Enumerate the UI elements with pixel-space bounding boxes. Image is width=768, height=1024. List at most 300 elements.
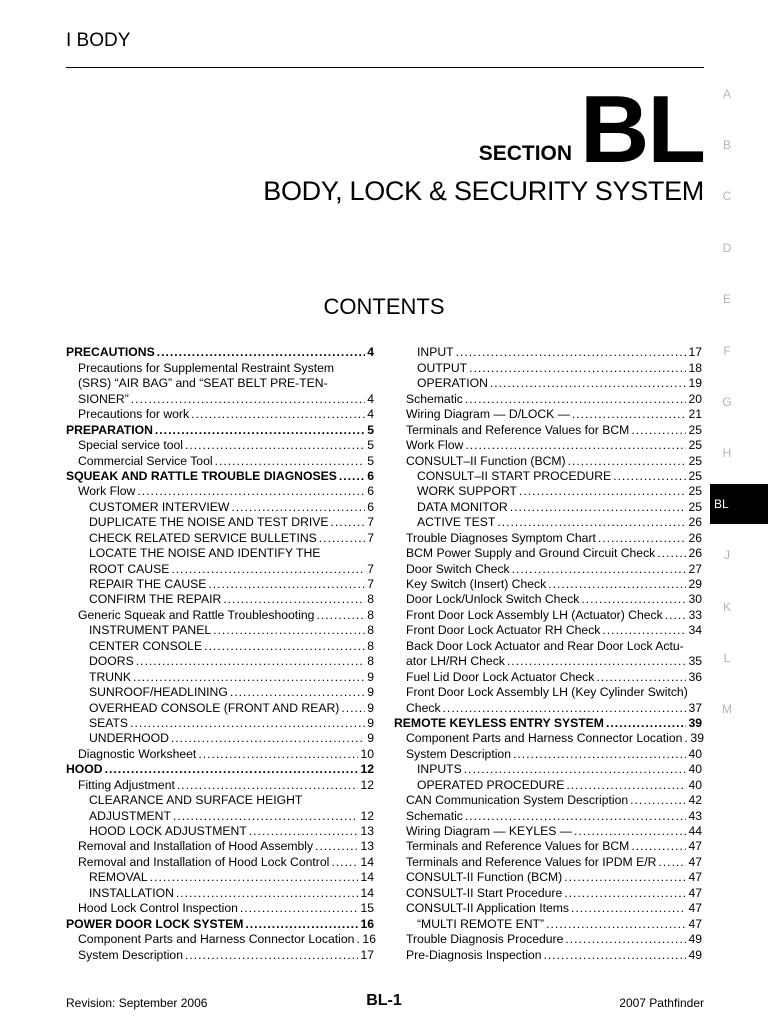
- toc-entry[interactable]: [66, 900, 374, 915]
- toc-entry-page: 16: [362, 932, 376, 947]
- toc-entry-title: Removal and Installation of Hood Lock Control: [78, 854, 330, 869]
- toc-entry[interactable]: [66, 576, 374, 591]
- toc-entry-page: 7: [367, 577, 374, 591]
- toc-entry[interactable]: [66, 915, 374, 930]
- toc-entry-title: Terminals and Reference Values for BCM: [406, 839, 630, 854]
- toc-entry[interactable]: [66, 468, 374, 483]
- toc-entry[interactable]: [66, 452, 374, 467]
- side-index-letter[interactable]: C: [722, 189, 732, 203]
- toc-entry[interactable]: [66, 869, 374, 884]
- toc-entry[interactable]: [66, 946, 374, 961]
- toc-entry-title: SUNROOF/HEADLINING: [89, 685, 228, 700]
- toc-leader-dots: [465, 809, 687, 823]
- toc-entry[interactable]: [394, 545, 702, 560]
- toc-leader-dots: [136, 654, 366, 668]
- toc-entry[interactable]: [66, 545, 374, 560]
- toc-entry-page: 8: [367, 607, 374, 622]
- toc-entry[interactable]: [66, 853, 374, 868]
- toc-entry[interactable]: [394, 560, 702, 575]
- toc-entry[interactable]: [394, 421, 702, 436]
- toc-leader-dots: [173, 809, 359, 823]
- toc-entry[interactable]: [394, 591, 702, 606]
- toc-entry[interactable]: [66, 761, 374, 776]
- toc-entry-page: 26: [688, 515, 702, 530]
- toc-entry[interactable]: [394, 437, 702, 452]
- toc-entry-title: INPUT: [417, 345, 454, 360]
- toc-entry-title: POWER DOOR LOCK SYSTEM: [66, 916, 244, 931]
- toc-leader-dots: [665, 608, 687, 622]
- toc-entry-page: 36: [688, 669, 702, 684]
- toc-leader-dots: [185, 438, 365, 452]
- toc-leader-dots: [630, 793, 686, 807]
- toc-entry[interactable]: [66, 684, 374, 699]
- toc-entry-title: CONSULT-II Function (BCM): [406, 870, 563, 885]
- toc-entry-page: 25: [688, 422, 702, 437]
- toc-entry[interactable]: [394, 761, 702, 776]
- toc-entry-page: 9: [367, 685, 374, 700]
- side-index-letter[interactable]: M: [722, 702, 732, 716]
- toc-entry-page: 4: [367, 407, 374, 422]
- toc-leader-dots: [631, 839, 686, 853]
- toc-entry-page: 6: [367, 484, 374, 499]
- toc-entry-page: 5: [367, 438, 374, 453]
- toc-leader-dots: [133, 670, 365, 684]
- toc-entry[interactable]: [394, 792, 702, 807]
- toc-entry-title: TRUNK: [89, 669, 131, 684]
- toc-leader-dots: [208, 577, 365, 591]
- toc-entry[interactable]: [66, 699, 374, 714]
- toc-leader-dots: [602, 623, 686, 637]
- toc-entry[interactable]: [66, 745, 374, 760]
- side-index-letter[interactable]: L: [723, 651, 731, 665]
- toc-entry[interactable]: [394, 483, 702, 498]
- toc-entry-title: OPERATED PROCEDURE: [417, 777, 565, 792]
- toc-entry[interactable]: [394, 637, 702, 652]
- toc-leader-dots: [572, 407, 687, 421]
- toc-entry-title: ADJUSTMENT: [89, 808, 171, 823]
- toc-entry-page: 47: [688, 901, 702, 916]
- toc-leader-dots: [157, 345, 366, 359]
- toc-entry-title: Component Parts and Harness Connector Location: [406, 731, 683, 746]
- toc-entry-page: 47: [688, 885, 702, 900]
- side-index-letter[interactable]: H: [722, 446, 732, 460]
- toc-entry-title: Trouble Diagnoses Symptom Chart: [406, 530, 596, 545]
- toc-entry-page: 40: [688, 746, 702, 761]
- toc-entry-title: Check: [406, 700, 441, 715]
- toc-entry-page: 40: [688, 762, 702, 777]
- side-index-letter[interactable]: D: [722, 241, 732, 255]
- toc-entry[interactable]: [66, 606, 374, 621]
- toc-entry[interactable]: [394, 684, 702, 699]
- toc-leader-dots: [507, 654, 687, 668]
- toc-entry-title: Back Door Lock Actuator and Rear Door Lock Actu-: [406, 638, 684, 653]
- toc-entry-page: 25: [688, 468, 702, 483]
- toc-entry-title: Component Parts and Harness Connector Location: [78, 932, 355, 947]
- toc-leader-dots: [331, 855, 358, 869]
- toc-leader-dots: [171, 731, 365, 745]
- toc-entry-page: 27: [688, 561, 702, 576]
- toc-leader-dots: [315, 839, 358, 853]
- toc-entry[interactable]: [66, 437, 374, 452]
- toc-leader-dots: [443, 701, 687, 715]
- toc-entry[interactable]: [66, 838, 374, 853]
- toc-entry-page: 25: [688, 499, 702, 514]
- toc-entry-title: System Description: [78, 947, 183, 962]
- toc-entry-title: Work Flow: [78, 484, 136, 499]
- footer-revision: Revision: September 2006: [66, 996, 208, 1010]
- toc-entry-title: Terminals and Reference Values for IPDM E/R: [406, 854, 657, 869]
- toc-leader-dots: [546, 917, 686, 931]
- toc-entry[interactable]: [66, 483, 374, 498]
- toc-entry[interactable]: [394, 745, 702, 760]
- toc-entry[interactable]: [394, 606, 702, 621]
- toc-entry[interactable]: [394, 884, 702, 899]
- toc-leader-dots: [566, 778, 686, 792]
- toc-entry[interactable]: [66, 884, 374, 899]
- toc-entry-page: 26: [688, 530, 702, 545]
- toc-entry[interactable]: [66, 792, 374, 807]
- toc-entry-title: (SRS) “AIR BAG” and “SEAT BELT PRE-TEN-: [78, 376, 328, 391]
- toc-entry-page: 12: [360, 777, 374, 792]
- toc-left-column: [66, 344, 374, 962]
- toc-entry[interactable]: [394, 946, 702, 961]
- toc-entry-title: Schematic: [406, 808, 463, 823]
- toc-entry-title: Fitting Adjustment: [78, 777, 175, 792]
- toc-leader-dots: [240, 901, 359, 915]
- toc-entry[interactable]: [66, 390, 374, 405]
- toc-entry-title: Removal and Installation of Hood Assembly: [78, 839, 314, 854]
- toc-entry-page: 8: [367, 623, 374, 638]
- toc-entry-page: 35: [688, 654, 702, 669]
- toc-entry-page: 17: [688, 345, 702, 360]
- toc-entry-page: 14: [360, 854, 374, 869]
- toc-entry-page: 37: [688, 700, 702, 715]
- toc-entry-page: 15: [360, 901, 374, 916]
- toc-leader-dots: [658, 855, 686, 869]
- toc-leader-dots: [564, 870, 686, 884]
- toc-leader-dots: [245, 917, 358, 931]
- toc-entry-page: 5: [367, 453, 374, 468]
- toc-entry-page: 10: [360, 746, 374, 761]
- toc-entry-title: Front Door Lock Actuator RH Check: [406, 623, 601, 638]
- toc-entry[interactable]: [66, 375, 374, 390]
- toc-leader-dots: [356, 932, 360, 946]
- toc-entry-page: 17: [360, 947, 374, 962]
- toc-entry[interactable]: [394, 730, 702, 745]
- section-word: SECTION: [478, 142, 573, 165]
- toc-leader-dots: [465, 438, 686, 452]
- toc-entry-title: PREPARATION: [66, 422, 153, 437]
- toc-leader-dots: [469, 361, 686, 375]
- toc-entry-title: System Description: [406, 746, 511, 761]
- toc-entry[interactable]: [394, 390, 702, 405]
- toc-entry-title: CONSULT-II Start Procedure: [406, 885, 563, 900]
- toc-entry[interactable]: [394, 653, 702, 668]
- toc-entry-page: 7: [367, 561, 374, 576]
- toc-entry[interactable]: [66, 344, 374, 359]
- toc-entry[interactable]: [394, 622, 702, 637]
- toc-entry[interactable]: [66, 514, 374, 529]
- toc-leader-dots: [574, 824, 687, 838]
- toc-entry-title: REMOVAL: [89, 870, 148, 885]
- toc-entry-page: 9: [367, 669, 374, 684]
- toc-entry-title: DATA MONITOR: [417, 499, 508, 514]
- side-index-letter[interactable]: J: [724, 548, 730, 562]
- toc-entry-title: CONFIRM THE REPAIR: [89, 592, 222, 607]
- toc-entry[interactable]: [66, 668, 374, 683]
- side-index-letter[interactable]: B: [722, 138, 731, 152]
- toc-leader-dots: [177, 778, 359, 792]
- toc-entry-page: 44: [688, 824, 702, 838]
- toc-entry-page: 7: [367, 515, 374, 530]
- toc-entry[interactable]: [394, 776, 702, 791]
- toc-leader-dots: [513, 747, 686, 761]
- toc-entry-page: 13: [360, 824, 374, 838]
- toc-entry[interactable]: [66, 715, 374, 730]
- toc-leader-dots: [230, 685, 365, 699]
- toc-entry-title: HOOD LOCK ADJUSTMENT: [89, 824, 247, 838]
- toc-entry[interactable]: [394, 498, 702, 513]
- toc-entry-page: 47: [688, 839, 702, 854]
- toc-entry[interactable]: [394, 900, 702, 915]
- toc-leader-dots: [319, 531, 365, 545]
- toc-leader-dots: [510, 500, 687, 514]
- toc-entry-page: 39: [688, 715, 702, 730]
- toc-entry-title: CAN Communication System Description: [406, 793, 629, 808]
- toc-entry-page: 19: [688, 376, 702, 391]
- toc-leader-dots: [105, 762, 359, 776]
- toc-leader-dots: [657, 546, 686, 560]
- toc-leader-dots: [204, 639, 365, 653]
- toc-entry-title: REPAIR THE CAUSE: [89, 577, 207, 591]
- toc-entry-page: 5: [367, 422, 374, 437]
- toc-entry[interactable]: [394, 359, 702, 374]
- toc-entry-page: 8: [367, 592, 374, 607]
- toc-entry-title: SIONER”: [78, 391, 129, 406]
- toc-leader-dots: [171, 562, 365, 576]
- side-index-letter[interactable]: G: [722, 395, 732, 409]
- toc-entry[interactable]: [394, 853, 702, 868]
- toc-entry-page: 33: [688, 607, 702, 622]
- toc-entry-title: REMOTE KEYLESS ENTRY SYSTEM: [394, 715, 604, 730]
- toc-entry-title: Door Switch Check: [406, 561, 510, 576]
- toc-entry[interactable]: [394, 838, 702, 853]
- toc-entry-title: DOORS: [89, 654, 134, 669]
- toc-entry[interactable]: [394, 576, 702, 591]
- toc-entry[interactable]: [66, 406, 374, 421]
- side-index-letter[interactable]: K: [722, 600, 731, 614]
- footer-page-number: BL-1: [366, 992, 402, 1009]
- toc-entry-page: 40: [688, 777, 702, 792]
- toc-leader-dots: [339, 469, 365, 483]
- toc-leader-dots: [613, 469, 686, 483]
- toc-entry-title: ACTIVE TEST: [417, 515, 496, 530]
- toc-entry-title: LOCATE THE NOISE AND IDENTIFY THE: [89, 546, 321, 561]
- toc-entry-page: 4: [367, 391, 374, 406]
- toc-entry-title: Work Flow: [406, 438, 464, 453]
- toc-entry-title: WORK SUPPORT: [417, 484, 517, 499]
- toc-entry[interactable]: [66, 498, 374, 513]
- toc-entry-title: CONSULT-II Application Items: [406, 901, 570, 916]
- toc-entry[interactable]: [66, 823, 374, 838]
- toc-leader-dots: [519, 484, 686, 498]
- toc-entry-page: 8: [367, 654, 374, 669]
- toc-entry-page: 43: [688, 808, 702, 823]
- toc-entry-page: 49: [688, 932, 702, 947]
- toc-entry[interactable]: [394, 668, 702, 683]
- toc-entry-title: INSTALLATION: [89, 885, 174, 900]
- toc-entry-title: Precautions for work: [78, 407, 190, 422]
- toc-entry[interactable]: [394, 514, 702, 529]
- toc-leader-dots: [571, 901, 686, 915]
- toc-entry[interactable]: [66, 421, 374, 436]
- toc-leader-dots: [249, 824, 359, 838]
- toc-entry-title: CENTER CONSOLE: [89, 638, 203, 653]
- toc-entry[interactable]: [66, 730, 374, 745]
- side-tab-active[interactable]: BL: [710, 484, 768, 524]
- toc-entry-page: 7: [367, 530, 374, 545]
- toc-entry-title: Wiring Diagram — KEYLES —: [406, 824, 572, 838]
- toc-leader-dots: [465, 392, 687, 406]
- toc-entry-title: Wiring Diagram — D/LOCK —: [406, 407, 570, 422]
- toc-leader-dots: [155, 423, 365, 437]
- toc-entry-page: 34: [688, 623, 702, 638]
- toc-entry-page: 4: [367, 345, 374, 360]
- toc-leader-dots: [137, 484, 365, 498]
- toc-entry[interactable]: [394, 468, 702, 483]
- toc-entry-title: INSTRUMENT PANEL: [89, 623, 212, 638]
- toc-entry-title: Special service tool: [78, 438, 183, 453]
- toc-leader-dots: [581, 592, 686, 606]
- side-index-letter[interactable]: E: [722, 292, 731, 306]
- toc-entry[interactable]: [66, 653, 374, 668]
- toc-entry[interactable]: [394, 344, 702, 359]
- toc-entry-title: Door Lock/Unlock Switch Check: [406, 592, 580, 607]
- toc-entry-title: Commercial Service Tool: [78, 453, 213, 468]
- toc-entry-page: 42: [688, 793, 702, 808]
- toc-leader-dots: [464, 762, 687, 776]
- toc-leader-dots: [497, 515, 686, 529]
- toc-entry-page: 49: [688, 947, 702, 962]
- toc-entry[interactable]: [394, 529, 702, 544]
- toc-leader-dots: [598, 531, 687, 545]
- toc-entry-title: Front Door Lock Assembly LH (Key Cylinder Switch): [406, 685, 688, 700]
- toc-entry-page: 47: [688, 854, 702, 869]
- toc-leader-dots: [684, 731, 688, 745]
- toc-entry-page: 6: [367, 499, 374, 514]
- toc-entry[interactable]: [66, 560, 374, 575]
- toc-entry-title: ROOT CAUSE: [89, 561, 170, 576]
- side-index-letter[interactable]: F: [723, 344, 731, 358]
- toc-entry-page: 25: [688, 453, 702, 468]
- toc-entry-title: CHECK RELATED SERVICE BULLETINS: [89, 530, 317, 545]
- toc-entry-page: 25: [688, 484, 702, 499]
- toc-entry-page: 25: [688, 438, 702, 453]
- toc-entry[interactable]: [394, 869, 702, 884]
- toc-leader-dots: [631, 423, 686, 437]
- toc-leader-dots: [185, 948, 358, 962]
- toc-entry-title: DUPLICATE THE NOISE AND TEST DRIVE: [89, 515, 329, 530]
- toc-entry[interactable]: [66, 622, 374, 637]
- toc-leader-dots: [331, 515, 366, 529]
- toc-leader-dots: [150, 870, 359, 884]
- toc-entry[interactable]: [394, 406, 702, 421]
- toc-leader-dots: [130, 716, 365, 730]
- toc-leader-dots: [198, 747, 358, 761]
- toc-leader-dots: [544, 948, 687, 962]
- toc-entry-title: Hood Lock Control Inspection: [78, 901, 238, 916]
- toc-entry[interactable]: [394, 915, 702, 930]
- footer-model: 2007 Pathfinder: [619, 996, 704, 1010]
- toc-entry-title: BCM Power Supply and Ground Circuit Check: [406, 546, 656, 561]
- toc-leader-dots: [176, 886, 359, 900]
- toc-entry-title: CONSULT–II START PROCEDURE: [417, 468, 612, 483]
- toc-entry-title: UNDERHOOD: [89, 731, 169, 746]
- toc-leader-dots: [490, 376, 687, 390]
- toc-leader-dots: [548, 577, 686, 591]
- toc-entry[interactable]: [66, 637, 374, 652]
- toc-leader-dots: [565, 932, 686, 946]
- toc-entry-title: Front Door Lock Assembly LH (Actuator) Check: [406, 607, 663, 622]
- toc-entry[interactable]: [394, 823, 702, 838]
- toc-entry[interactable]: [394, 715, 702, 730]
- toc-entry[interactable]: [394, 452, 702, 467]
- toc-entry-page: 9: [367, 700, 374, 715]
- toc-leader-dots: [213, 623, 365, 637]
- toc-entry-page: 47: [688, 870, 702, 885]
- toc-entry[interactable]: [66, 359, 374, 374]
- toc-leader-dots: [564, 886, 686, 900]
- toc-entry-title: SEATS: [89, 715, 129, 730]
- toc-entry[interactable]: [394, 931, 702, 946]
- toc-entry-page: 30: [688, 592, 702, 607]
- toc-entry[interactable]: [66, 776, 374, 791]
- toc-leader-dots: [223, 592, 365, 606]
- toc-entry[interactable]: [394, 375, 702, 390]
- toc-entry[interactable]: [394, 699, 702, 714]
- toc-entry-title: Pre-Diagnosis Inspection: [406, 947, 542, 962]
- toc-entry-title: PRECAUTIONS: [66, 345, 155, 360]
- toc-entry-page: 21: [688, 407, 702, 422]
- toc-entry-title: Key Switch (Insert) Check: [406, 577, 547, 591]
- toc-entry-page: 14: [360, 870, 374, 885]
- section-name: BODY, LOCK & SECURITY SYSTEM: [263, 176, 704, 206]
- toc-entry-page: 29: [688, 577, 702, 591]
- toc-entry-page: 16: [360, 916, 374, 931]
- toc-entry-page: 9: [367, 715, 374, 730]
- toc-entry-page: 18: [688, 360, 702, 375]
- toc-entry-title: CONSULT–II Function (BCM): [406, 453, 566, 468]
- toc-entry-title: OUTPUT: [417, 360, 468, 375]
- toc-entry[interactable]: [66, 529, 374, 544]
- toc-entry[interactable]: [66, 931, 374, 946]
- toc-entry[interactable]: [394, 807, 702, 822]
- toc-entry[interactable]: [66, 591, 374, 606]
- toc-entry-title: Fuel Lid Door Lock Actuator Check: [406, 669, 595, 684]
- toc-entry-title: HOOD: [66, 762, 103, 777]
- side-index-letter[interactable]: A: [722, 87, 731, 101]
- toc-entry-title: ator LH/RH Check: [406, 654, 505, 669]
- toc-entry-page: 12: [360, 762, 374, 777]
- section-code: BL: [580, 76, 704, 183]
- toc-entry[interactable]: [66, 807, 374, 822]
- toc-entry-title: OPERATION: [417, 376, 488, 391]
- toc-leader-dots: [568, 454, 687, 468]
- toc-leader-dots: [191, 407, 365, 421]
- toc-entry-title: Terminals and Reference Values for BCM: [406, 422, 630, 437]
- toc-entry-title: “MULTI REMOTE ENT”: [417, 916, 545, 931]
- toc-entry-page: 47: [688, 916, 702, 931]
